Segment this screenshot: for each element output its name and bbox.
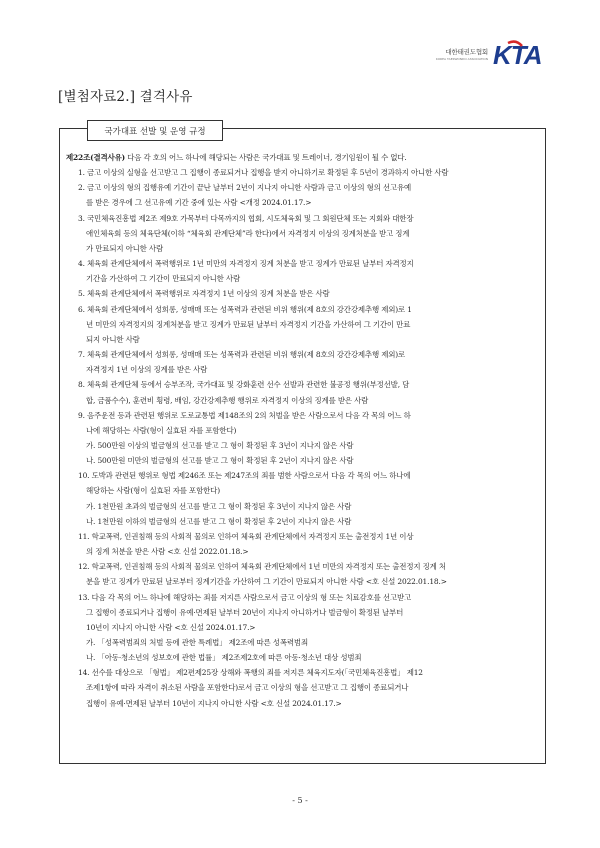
clause-line: 5. 체육회 관계단체에서 폭력행위로 자격정지 1년 이상의 징계 처분을 받은 사람 [78, 289, 330, 299]
clause-continuation: 나에 해당하는 사람(형이 실효된 자를 포함한다) [86, 425, 237, 435]
svg-text:KTA: KTA [493, 40, 542, 68]
regulation-box-label: 국가대표 선발 및 운영 규정 [87, 120, 223, 141]
clause-continuation: 조제1항에 따라 자격이 취소된 사람을 포함한다)로서 금고 이상의 형을 선고받고 그 집행이 종료되거나 [86, 683, 409, 693]
clause-line: 6. 체육회 관계단체에서 성희롱, 성매매 또는 성폭력과 관련된 비위 행위(제 8호의 강간강제추행 제외)로 1 [78, 304, 412, 314]
section-title: [별첨자료2.] 결격사유 [58, 89, 193, 105]
clause-line: 13. 다음 각 목의 어느 하나에 해당하는 죄를 저지른 사람으로서 금고 이상의 형 또는 치료감호를 선고받고 [78, 592, 412, 602]
clause-line: 9. 음주운전 등과 관련된 행위로 도로교통법 제148조의 2의 처벌을 받은 사람으로서 다음 각 목의 어느 하 [78, 410, 411, 420]
clause-continuation: 의 징계 처분을 받은 사람 <호 신설 2022.01.18.> [86, 547, 249, 557]
clause-continuation: 년 미만의 자격정지의 징계처분을 받고 징계가 만료된 날부터 자격정지 기간을 가산하여 그 기간이 만료 [86, 319, 411, 329]
clause-line: 4. 체육회 관계단체에서 폭력행위로 1년 미만의 자격정지 징계 처분을 받고 징계가 만료된 날부터 자격정지 [78, 259, 414, 269]
clause-line: 14. 선수를 대상으로 「형법」 제2편제25장 상해와 폭행의 죄를 저지른 체육지도자(「국민체육진흥법」 제12 [78, 668, 423, 678]
subclause-line: 나. 1천만원 이하의 벌금형의 선고를 받고 그 형이 확정된 후 2년이 지나지 않은 사람 [86, 516, 352, 526]
article-head: 제22조(결격사유) [66, 153, 125, 162]
clause-line: 1. 금고 이상의 실형을 선고받고 그 집행이 종료되거나 집행을 받지 아니하기로 확정된 후 5년이 경과하지 아니한 사람 [78, 168, 449, 178]
subclause-line: 가. 500만원 이상의 벌금형의 선고를 받고 그 형이 확정된 후 3년이 지나지 않은 사람 [86, 440, 354, 450]
clause-continuation: 해당하는 사람(형이 실효된 자를 포함한다) [86, 486, 220, 496]
kta-logo [436, 40, 544, 68]
clause-line: 2. 금고 이상의 형의 집행유예 기간이 끝난 날부터 2년이 지나지 아니한 사람과 금고 이상의 형의 선고유예 [78, 183, 412, 193]
clause-line: 11. 학교폭력, 인권침해 등의 사회적 물의로 인하여 체육회 관계단체에서 자격정지 또는 출전정지 1년 이상 [78, 531, 414, 541]
clause-line: 3. 국민체육진흥법 제2조 제9호 가목부터 다목까지의 협회, 시도체육회 및 그 회원단체 또는 지회와 대한장 [78, 213, 414, 223]
clause-continuation: 집행이 유예·면제된 날부터 10년이 지나지 아니한 사람 <호 신설 2024.01.17.> [86, 698, 342, 708]
clause-continuation: 되지 아니한 사람 [86, 334, 140, 344]
clause-continuation: 애인체육회 등의 체육단체(이하 “체육회 관계단체”라 한다)에서 자격정지 이상의 징계처분을 받고 징계 [86, 228, 410, 238]
clause-continuation: 기간을 가산하여 그 기간이 만료되지 아니한 사람 [86, 274, 240, 284]
logo-org-name-en: KOREA TAEKWONDO ASSOCIATION [435, 57, 488, 61]
clause-continuation: 10년이 지나지 아니한 사람 <호 신설 2024.01.17.> [86, 622, 256, 632]
subclause-line: 가. 「성폭력범죄의 처벌 등에 관한 특례법」 제2조에 따른 성폭력범죄 [86, 638, 308, 647]
clause-line: 7. 체육회 관계단체에서 성희롱, 성매매 또는 성폭력과 관련된 비위 행위(제 8호의 강간강제추행 제외)로 [78, 350, 406, 360]
clause-continuation: 가 만료되지 아니한 사람 [86, 243, 163, 253]
subclause-line: 가. 1천만원 초과의 벌금형의 선고를 받고 그 형이 확정된 후 3년이 지나지 않은 사람 [86, 501, 352, 511]
subclause-line: 나. 「아동·청소년의 성보호에 관한 법률」 제2조제2호에 따른 아동·청소년 대상 성범죄 [86, 653, 362, 663]
kta-logo-mark-icon [492, 40, 544, 68]
clause-line: 12. 학교폭력, 인권침해 등의 사회적 물의로 인하여 체육회 관계단체에서 1년 미만의 자격정지 또는 출전정지 징계 처 [78, 562, 446, 572]
clause-continuation: 분을 받고 징계가 만료된 날로부터 징계기간을 가산하여 그 기간이 만료되지 아니한 사람 <호 신설 2022.01.18.> [86, 577, 447, 587]
clause-line: 8. 체육회 관계단체 등에서 승부조작, 국가대표 및 강화훈련 선수 선발과 관련한 불공정 행위(부정선발, 담 [78, 380, 410, 390]
logo-org-name: 대한태권도협회 [445, 48, 488, 56]
clause-continuation: 자격정지 1년 이상의 징계를 받은 사람 [86, 365, 208, 375]
article-intro: 다음 각 호의 어느 하나에 해당되는 사람은 국가대표 및 트레이너, 경기임원이 될 수 없다. [125, 153, 407, 162]
clause-continuation: 합, 금품수수), 훈련비 횡령, 배임, 강간강제추행 행위로 자격정지 이상의 징계를 받은 사람 [86, 395, 369, 405]
logo-text [436, 47, 488, 61]
page-number: - 5 - [292, 796, 308, 805]
regulation-content [66, 150, 540, 711]
clause-line: 10. 도박과 관련된 행위로 형법 제246조 또는 제247조의 죄를 범한 사람으로서 다음 각 목의 어느 하나에 [78, 471, 411, 481]
clause-continuation: 를 받은 경우에 그 선고유예 기간 중에 있는 사람 <개정 2024.01.17.> [86, 198, 312, 208]
clause-continuation: 그 집행이 종료되거나 집행이 유예·면제된 날부터 20년이 지나지 아니하거나 벌금형이 확정된 날부터 [86, 607, 404, 617]
subclause-line: 나. 500만원 미만의 벌금형의 선고를 받고 그 형이 확정된 후 2년이 지나지 않은 사람 [86, 456, 354, 466]
article-heading-line [66, 150, 540, 165]
